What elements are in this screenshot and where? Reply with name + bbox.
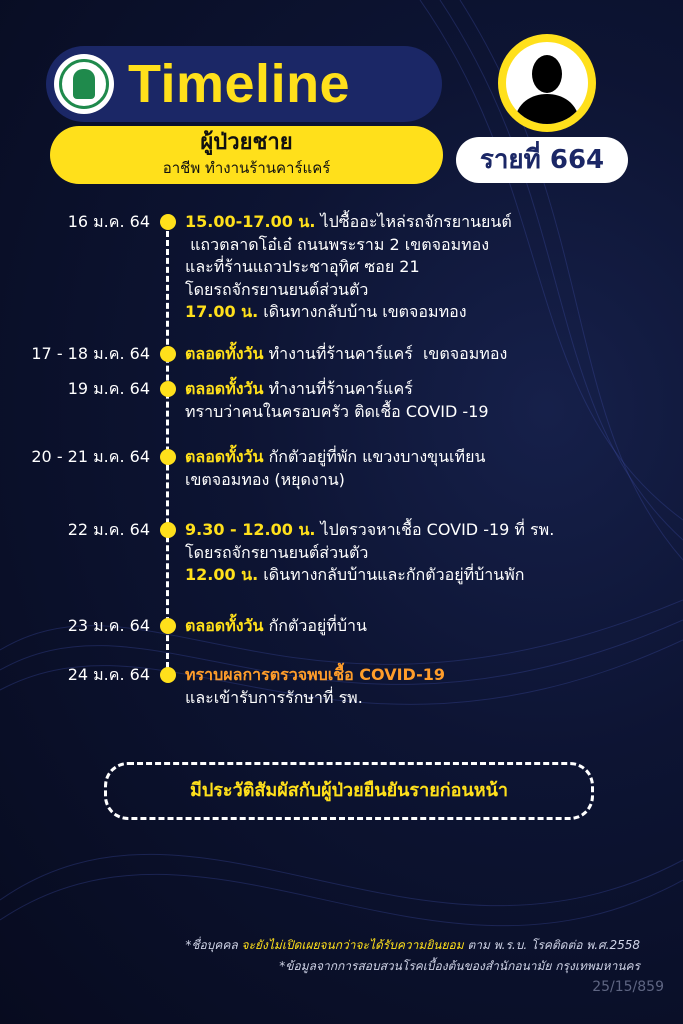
timeline-entry <box>185 211 512 324</box>
timeline-entry-line <box>185 401 489 424</box>
timeline-entry-line <box>185 469 485 492</box>
contact-history-note: มีประวัติสัมผัสกับผู้ป่วยยืนยันรายก่อนหน้า <box>104 762 594 820</box>
entry-text: ทำงานที่ร้านคาร์แคร์ เขตจอมทอง <box>263 344 508 363</box>
timeline-date: 23 ม.ค. 64 <box>67 616 150 635</box>
time-highlight: 9.30 - 12.00 น. <box>185 520 316 539</box>
timeline-entry <box>185 664 445 709</box>
timeline-entry <box>185 519 554 587</box>
timeline-dot <box>160 667 176 683</box>
timeline-dot <box>160 618 176 634</box>
timeline-entry <box>185 615 367 638</box>
entry-text: ทำงานที่ร้านคาร์แคร์ <box>263 379 413 398</box>
timeline-entry <box>185 343 507 366</box>
timeline-entry-line <box>185 343 507 366</box>
timeline-entry-line <box>185 664 445 687</box>
timeline-entry-line <box>185 542 554 565</box>
entry-text: และที่ร้านแถวประชาอุทิศ ซอย 21 <box>185 257 420 276</box>
entry-text: เดินทางกลับบ้านและกักตัวอยู่ที่บ้านพัก <box>258 565 525 584</box>
timeline-entry <box>185 378 489 423</box>
timeline-date: 16 ม.ค. 64 <box>67 212 150 231</box>
entry-text: เขตจอมทอง (หยุดงาน) <box>185 469 345 489</box>
timeline-date: 20 - 21 ม.ค. 64 <box>31 447 150 466</box>
time-highlight: ตลอดทั้งวัน <box>185 379 264 398</box>
timeline-entry-line <box>185 234 512 257</box>
time-highlight: ตลอดทั้งวัน <box>185 344 264 363</box>
entry-text: เดินทางกลับบ้าน เขตจอมทอง <box>258 302 467 321</box>
time-highlight: 15.00-17.00 น. <box>185 212 316 231</box>
footnote-source: *ข้อมูลจากการสอบสวนโรคเบื้องต้นของสำนักอนามัย กรุงเทพมหานคร <box>279 959 640 973</box>
bangkok-seal-icon <box>54 54 114 114</box>
timeline-dot <box>160 381 176 397</box>
entry-text: กักตัวอยู่ที่พัก แขวงบางขุนเทียน <box>263 447 486 466</box>
timeline-entry-line <box>185 519 554 542</box>
person-silhouette-icon <box>506 42 588 124</box>
timeline-date: 24 ม.ค. 64 <box>67 665 150 684</box>
footnote-privacy-suffix: ตาม พ.ร.บ. โรคติดต่อ พ.ศ.2558 <box>463 938 640 952</box>
timeline-entry-line <box>185 378 489 401</box>
timeline-entry-line <box>185 256 512 279</box>
entry-text: ไปซื้ออะไหล่รถจักรยานยนต์ <box>315 212 512 231</box>
entry-text: และเข้ารับการรักษาที่ รพ. <box>185 687 363 707</box>
timeline-date: 17 - 18 ม.ค. 64 <box>31 344 150 363</box>
entry-text: ทราบว่าคนในครอบครัว ติดเชื้อ COVID -19 <box>185 401 489 421</box>
time-highlight: 17.00 น. <box>185 302 259 321</box>
timeline-entry-line <box>185 279 512 302</box>
footnote-privacy-highlight: จะยังไม่เปิดเผยจนกว่าจะได้รับความยินยอม <box>241 938 464 952</box>
timeline-entry-line <box>185 301 512 324</box>
entry-text: กักตัวอยู่ที่บ้าน <box>263 616 367 635</box>
timeline-dot <box>160 214 176 230</box>
timeline-entry <box>185 446 485 491</box>
time-highlight: ตลอดทั้งวัน <box>185 616 264 635</box>
timeline-entry-line <box>185 564 554 587</box>
entry-text: แถวตลาดโอ๋เอ๋ ถนนพระราม 2 เขตจอมทอง <box>185 234 490 254</box>
timeline-dot <box>160 346 176 362</box>
footnote-privacy <box>40 936 640 954</box>
entry-text: โดยรถจักรยานยนต์ส่วนตัว <box>185 279 369 299</box>
time-highlight: 12.00 น. <box>185 565 259 584</box>
timeline-date: 22 ม.ค. 64 <box>67 520 150 539</box>
case-number-badge: รายที่ 664 <box>456 137 628 183</box>
timeline-entry-line <box>185 446 485 469</box>
patient-gender: ผู้ป่วยชาย <box>200 130 293 155</box>
timeline-entry-line <box>185 211 512 234</box>
timeline-entry-line <box>185 615 367 638</box>
time-highlight: ตลอดทั้งวัน <box>185 447 264 466</box>
entry-text: ไปตรวจหาเชื้อ COVID -19 ที่ รพ. <box>315 520 555 539</box>
result-highlight: ทราบผลการตรวจพบเชื้อ COVID-19 <box>185 665 446 684</box>
timeline-date: 19 ม.ค. 64 <box>67 379 150 398</box>
page-title: Timeline <box>128 54 351 114</box>
timeline-entry-line <box>185 687 445 710</box>
patient-occupation: อาชีพ ทำงานร้านคาร์แคร์ <box>162 159 331 177</box>
entry-text: โดยรถจักรยานยนต์ส่วนตัว <box>185 542 369 562</box>
patient-info-box <box>50 126 443 184</box>
document-code: 25/15/859 <box>592 979 664 995</box>
timeline-dot <box>160 449 176 465</box>
footnote-privacy-prefix: *ชื่อบุคคล <box>185 938 242 952</box>
timeline-dot <box>160 522 176 538</box>
avatar <box>498 34 596 132</box>
